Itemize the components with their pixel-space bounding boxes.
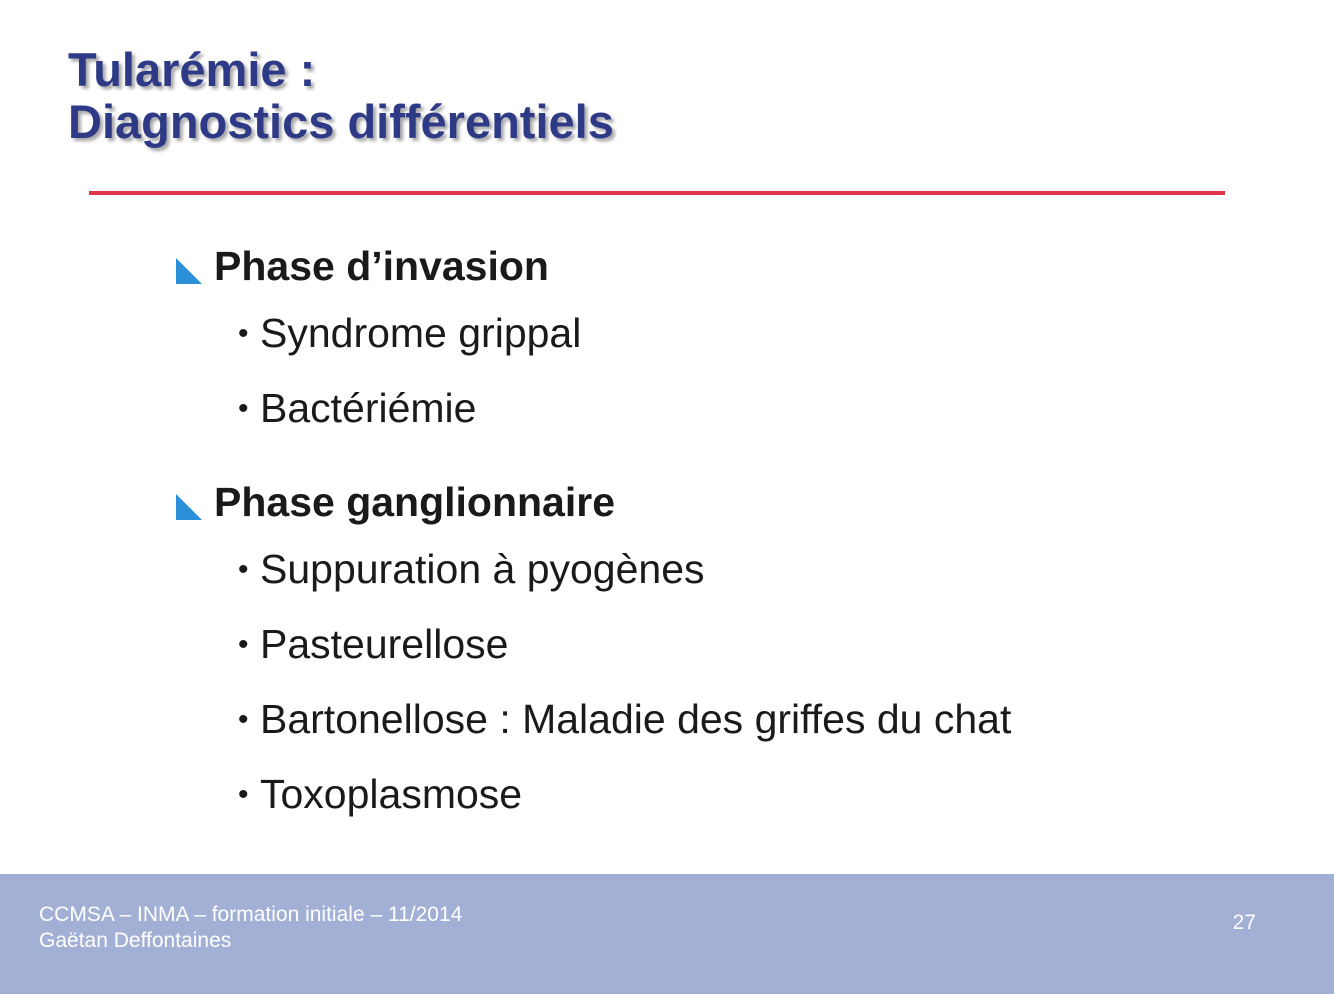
sub-list	[176, 532, 1276, 832]
list-item-label: Syndrome grippal	[260, 310, 582, 356]
list-item-label: Toxoplasmose	[260, 771, 523, 817]
section-heading	[176, 236, 1276, 296]
bullet-dot-icon: •	[238, 316, 249, 350]
page-number: 27	[1232, 911, 1256, 934]
footer-course-info: CCMSA – INMA – formation initiale – 11/2014	[39, 903, 463, 926]
section-heading	[176, 472, 1276, 532]
section-phase-invasion	[176, 236, 1276, 446]
slide-footer	[0, 874, 1334, 994]
bullet-dot-icon: •	[238, 777, 249, 811]
list-item-label: Suppuration à pyogènes	[260, 546, 705, 592]
footer-author: Gaëtan Deffontaines	[39, 929, 232, 952]
section-label: Phase ganglionnaire	[214, 478, 615, 525]
slide-content	[176, 236, 1276, 858]
triangle-bullet-icon	[176, 258, 202, 284]
slide-title	[68, 44, 614, 148]
slide-title-line2: Diagnostics différentiels	[68, 95, 614, 148]
title-divider	[89, 191, 1225, 195]
list-item-label: Bactériémie	[260, 385, 477, 431]
list-item	[176, 607, 1276, 682]
list-item	[176, 757, 1276, 832]
list-item	[176, 682, 1276, 757]
sub-list	[176, 296, 1276, 446]
bullet-dot-icon: •	[238, 702, 249, 736]
bullet-dot-icon: •	[238, 627, 249, 661]
list-item-label: Bartonellose : Maladie des griffes du chat	[260, 696, 1012, 742]
list-item	[176, 371, 1276, 446]
list-item	[176, 296, 1276, 371]
triangle-bullet-icon	[176, 494, 202, 520]
bullet-dot-icon: •	[238, 391, 249, 425]
list-item-label: Pasteurellose	[260, 621, 509, 667]
section-label: Phase d’invasion	[214, 242, 549, 289]
slide-title-line1: Tularémie :	[68, 43, 316, 96]
bullet-dot-icon: •	[238, 552, 249, 586]
list-item	[176, 532, 1276, 607]
section-phase-ganglionnaire	[176, 472, 1276, 832]
